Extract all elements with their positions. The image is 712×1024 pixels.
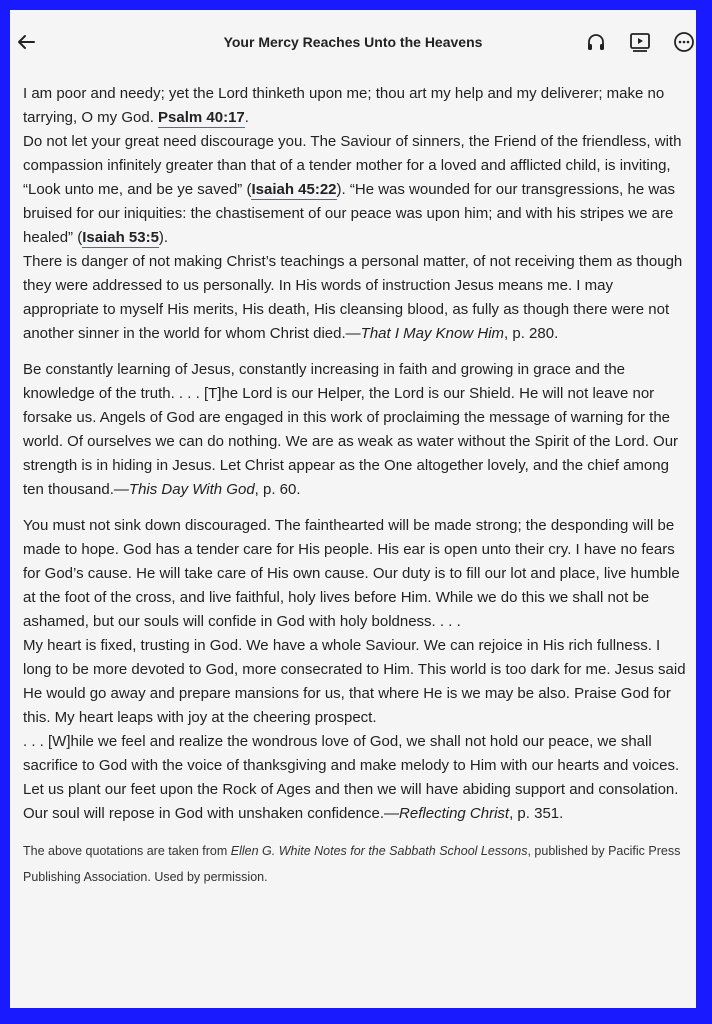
paragraph-3: There is danger of not making Christ’s teachings a personal matter, of not receiving them as though they were addressed to us personally. In His words of instruction Jesus means me. I may appropriate to myself His merits, His death, His cleansing blood, as fully as though there were not another sinner in the world for whom Christ died.—That I May Know Him, p. 280. (23, 253, 683, 342)
more-options-icon[interactable] (672, 30, 696, 54)
scripture-link-isaiah-53-5[interactable]: Isaiah 53:5 (82, 229, 159, 246)
paragraph-5: You must not sink down discouraged. The fainthearted will be made strong; the desponding will be made to hope. God has a tender care for His people. His ear is open unto their cry. I have no fears for God’s cause. He will take care of His own cause. Our duty is to fill our lot and place, live humble at the foot of the cross, and live faithful, holy lives before Him. While we do this we shall not be ashamed, but our souls will confide in God with holy boldness. . . . (23, 517, 680, 630)
paragraph-6: My heart is fixed, trusting in God. We have a whole Saviour. We can rejoice in His rich fullness. I long to be more devoted to God, more consecrated to Him. This world is too dark for me. Jesus said He would go away and prepare mansions for us, that where He is we may be also. Praise God for this. My heart leaps with joy at the cheering prospect. (23, 637, 686, 726)
source-title: That I May Know Him (360, 325, 505, 342)
source-title: Ellen G. White Notes for the Sabbath School Lessons (230, 844, 528, 858)
top-bar (10, 10, 696, 74)
source-title: Reflecting Christ (399, 805, 510, 822)
page-title: Your Mercy Reaches Unto the Heavens (223, 34, 483, 50)
paragraph-2: Do not let your great need discourage you. The Saviour of sinners, the Friend of the friendless, with compassion infinitely greater than that of a tender mother for a loved and afflicted child, is inviting, “Look unto me, and be ye saved” (Isaiah 45:22). “He was wounded for our transgressions, he was bruised for our iniquities: the chastisement of our peace was upon him; and with his stripes we are healed” (Isaiah 53:5). (23, 133, 682, 246)
paragraph-1: I am poor and needy; yet the Lord thinketh upon me; thou art my help and my deliverer; make no tarrying, O my God. Psalm 40:17. (23, 85, 665, 126)
scripture-link-psalm-40-17[interactable]: Psalm 40:17 (158, 109, 245, 126)
play-video-icon[interactable] (628, 30, 652, 54)
lesson-content (23, 82, 691, 890)
scripture-link-isaiah-45-22[interactable]: Isaiah 45:22 (251, 181, 337, 198)
reader-screen (10, 10, 696, 1008)
headphones-icon[interactable] (584, 30, 608, 54)
permission-footnote: The above quotations are taken from Ellen G. White Notes for the Sabbath School Lessons, published by Pacific Press Publishing Association. Used by permission. (23, 844, 681, 884)
source-title: This Day With God (128, 481, 255, 498)
paragraph-4: Be constantly learning of Jesus, constantly increasing in faith and growing in grace and the knowledge of the truth. . . . [T]he Lord is our Helper, the Lord is our Shield. He will not leave nor forsake us. Angels of God are engaged in this work of proclaiming the message of warning for the world. Of ourselves we can do nothing. We are as weak as water without the Spirit of the Lord. Our strength is in hiding in Jesus. Let Christ appear as the One altogether lovely, and the chief among ten thousand.—This Day With God, p. 60. (23, 361, 679, 498)
paragraph-7: . . . [W]hile we feel and realize the wondrous love of God, we shall not hold our peace, we shall sacrifice to God with the voice of thanksgiving and make melody to Him with our hearts and voices. Let us plant our feet upon the Rock of Ages and then we will have abiding support and consolation. Our soul will repose in God with unshaken confidence.—Reflecting Christ, p. 351. (23, 733, 680, 822)
